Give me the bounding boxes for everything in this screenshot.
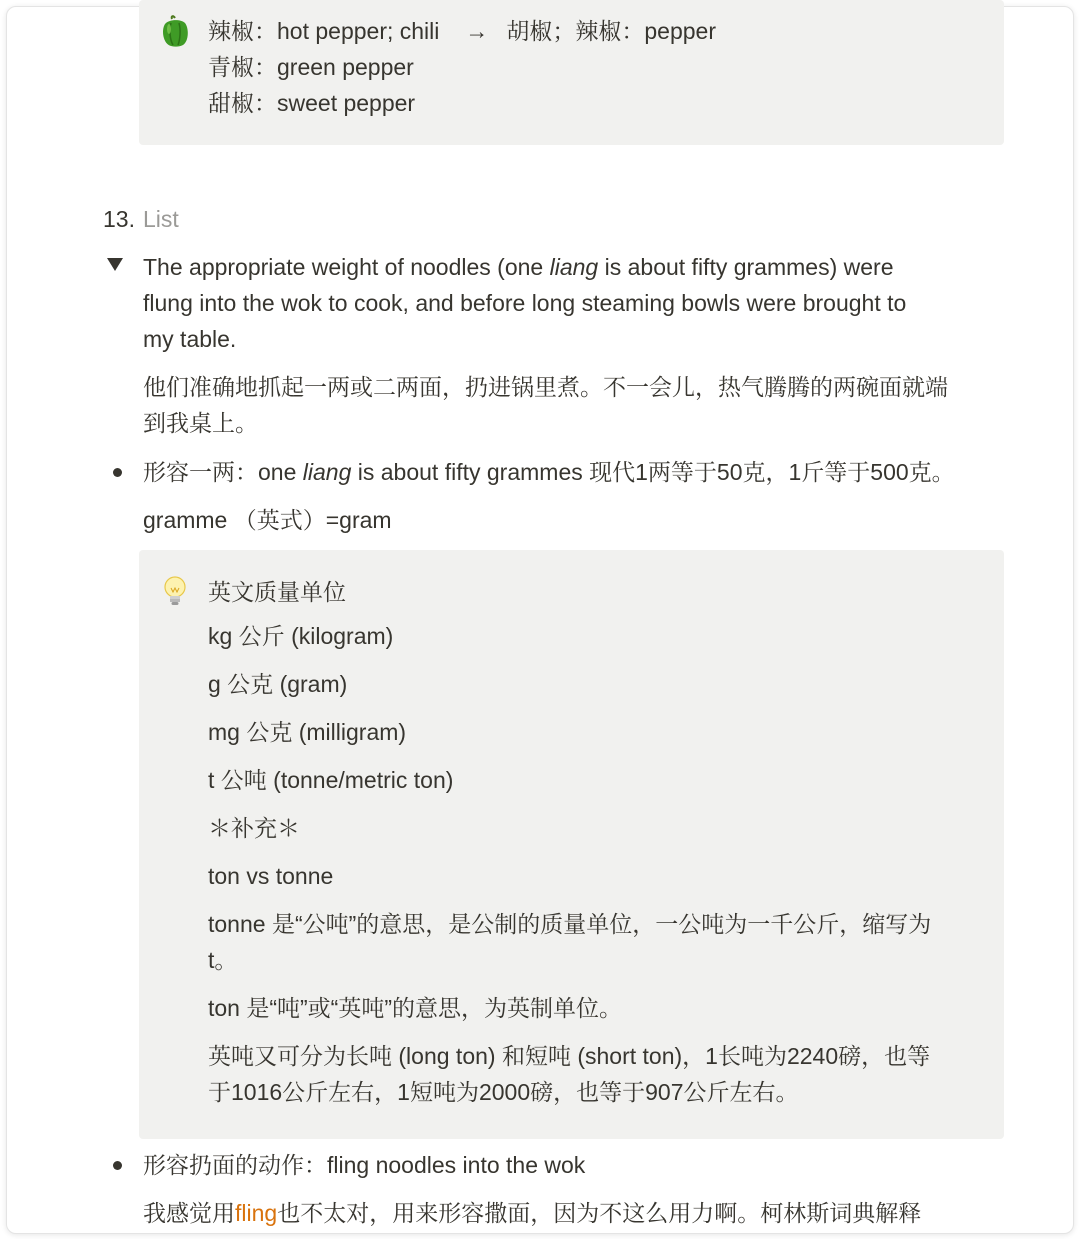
lightbulb-icon [162, 575, 188, 609]
units-title: 英文质量单位 [208, 579, 346, 605]
list-number: 13. [103, 206, 135, 232]
units-long-line-2: 于1016公斤左右，1短吨为2000磅，也等于907公斤左右。 [208, 1079, 799, 1105]
pepper-row-1-left: 辣椒：hot pepper; chili [208, 18, 440, 44]
toggle-line-1-italic: liang [549, 254, 599, 280]
units-supplement: ＊补充＊ [208, 815, 300, 841]
toggle-line-3: my table. [143, 326, 237, 352]
toggle-cn-line-2: 到我桌上。 [143, 410, 258, 436]
toggle-line-1 [143, 249, 893, 285]
fling-link[interactable]: fling [235, 1200, 278, 1226]
units-mg: mg 公克 (milligram) [208, 719, 407, 745]
bullet-2-note-b: 也不太对，用来形容撒面，因为不这么用力啊。柯林斯词典解释 [277, 1200, 922, 1226]
bullet-1-b: is about fifty grammes 现代1两等于50克，1斤等于500克。 [351, 459, 955, 485]
toggle-triangle-icon[interactable] [107, 258, 123, 271]
toggle-cn-line-1: 他们准确地抓起一两或二两面，扔进锅里煮。不一会儿，热气腾腾的两碗面就端 [143, 374, 948, 400]
units-long-line-1: 英吨又可分为长吨 (long ton) 和短吨 (short ton)，1长吨为2240磅，也等 [208, 1043, 931, 1069]
bullet-dot-icon [113, 468, 122, 477]
bullet-1-subline: gramme （英式）=gram [143, 507, 392, 533]
units-ton-vs: ton vs tonne [208, 863, 334, 889]
toggle-line-2: flung into the wok to cook, and before long steaming bowls were brought to [143, 290, 907, 316]
units-g: g 公克 (gram) [208, 671, 348, 697]
toggle-line-1-a: The appropriate weight of noodles (one [143, 254, 550, 280]
bullet-2-text: 形容扔面的动作：fling noodles into the wok [143, 1152, 586, 1178]
bullet-2-note [143, 1195, 921, 1231]
units-kg: kg 公斤 (kilogram) [208, 623, 394, 649]
pepper-row-1 [208, 13, 716, 49]
pepper-row-2: 青椒：green pepper [208, 54, 414, 80]
list-title[interactable]: List [143, 206, 179, 232]
pepper-row-3: 甜椒：sweet pepper [208, 90, 416, 116]
green-pepper-icon [159, 14, 191, 48]
pepper-row-1-right: 胡椒；辣椒：pepper [506, 18, 717, 44]
bullet-dot-icon [113, 1161, 122, 1170]
arrow-right-icon: → [465, 18, 489, 44]
bullet-1-italic: liang [302, 459, 352, 485]
toggle-line-1-b: is about fifty grammes) were [598, 254, 894, 280]
bullet-1-text [143, 454, 955, 490]
bullet-1-a: 形容一两：one [143, 459, 303, 485]
bullet-2-note-a: 我感觉用 [143, 1200, 235, 1226]
units-t: t 公吨 (tonne/metric ton) [208, 767, 454, 793]
units-ton-line: ton 是“吨”或“英吨”的意思，为英制单位。 [208, 995, 622, 1021]
units-tonne-line-1: tonne 是“公吨”的意思，是公制的质量单位，一公吨为一千公斤，缩写为 [208, 911, 932, 937]
units-tonne-line-2: t。 [208, 947, 238, 973]
